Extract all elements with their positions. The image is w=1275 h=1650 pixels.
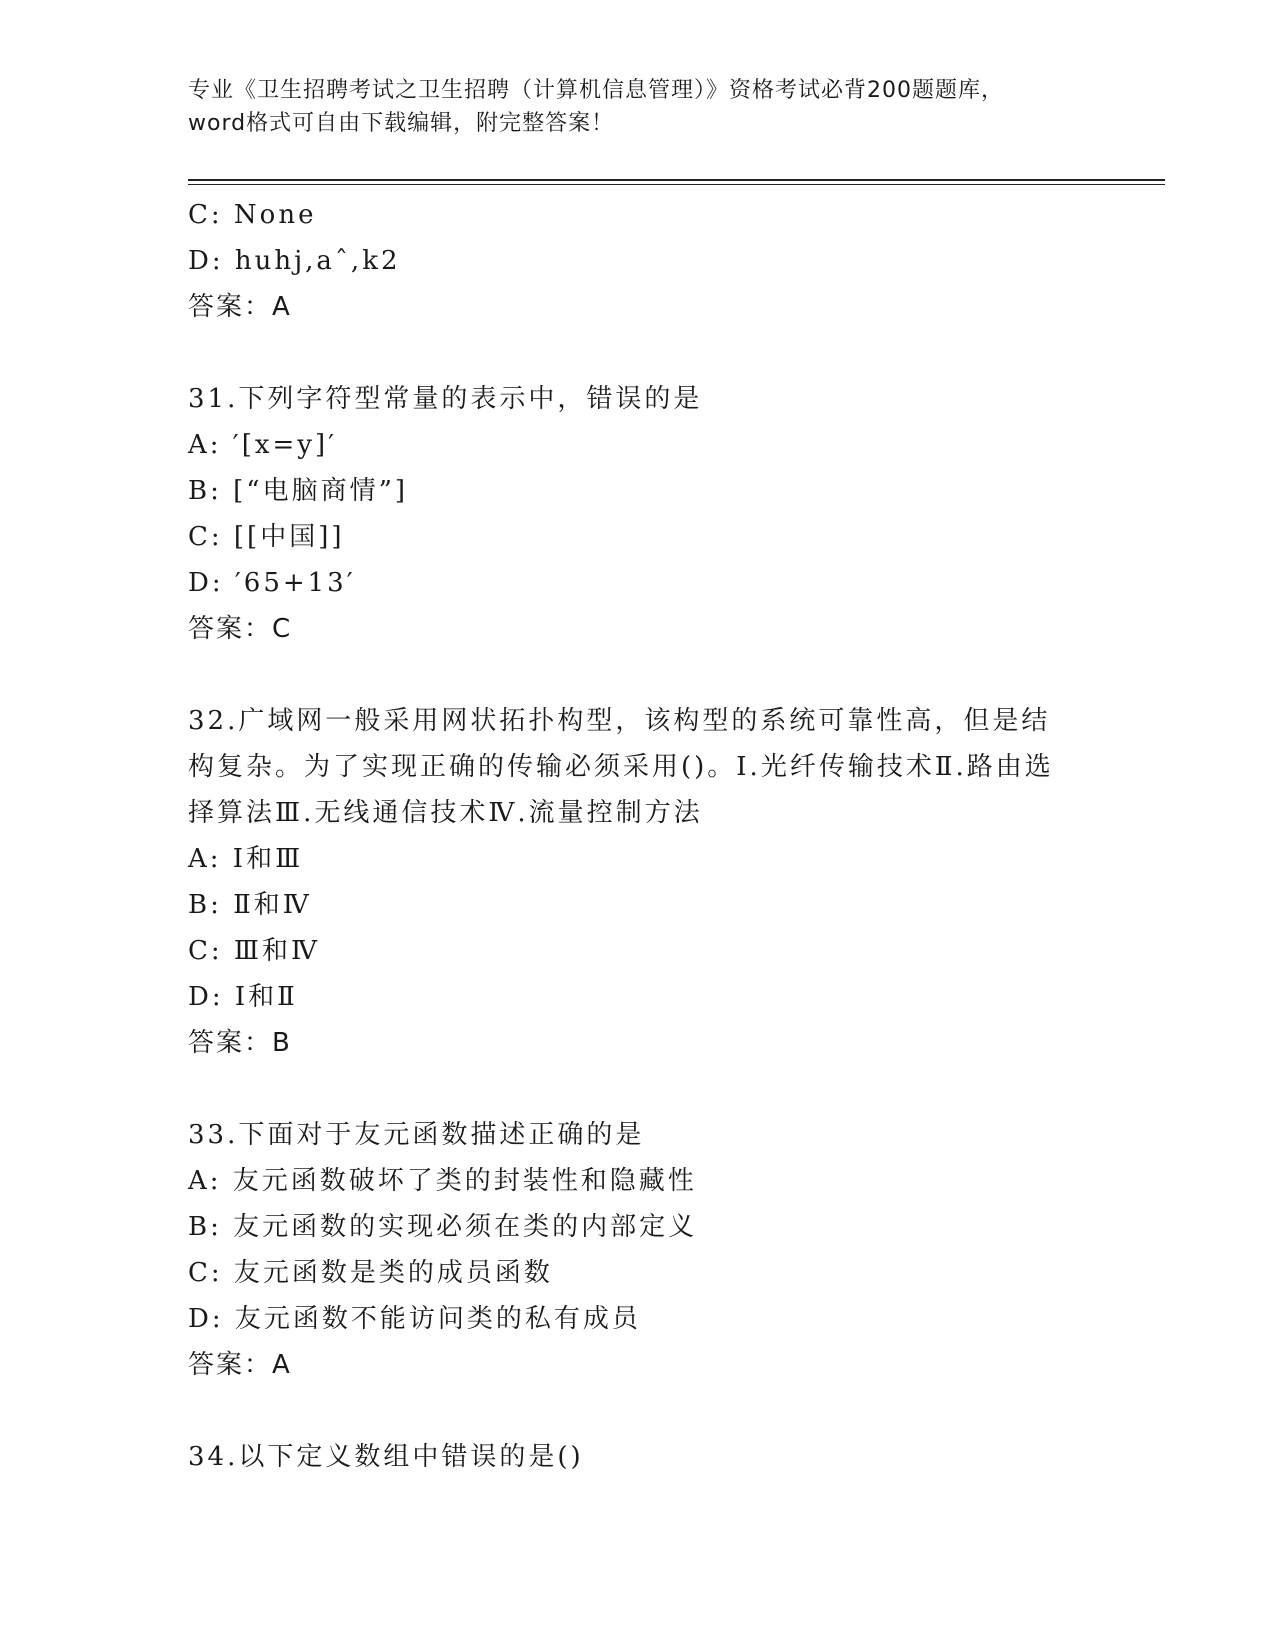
header-divider-thick: [188, 179, 1165, 181]
question-block-31: [188, 376, 1088, 652]
option-d: D: 友元函数不能访问类的私有成员: [188, 1304, 641, 1334]
option-c: C: [[中国]]: [188, 522, 345, 552]
spacer: [188, 330, 1088, 376]
option-c: C: None: [188, 200, 317, 230]
question-stem: 32.广域网一般采用网状拓扑构型，该构型的系统可靠性高，但是结构复杂。为了实现正确的传输必须采用()。Ⅰ.光纤传输技术Ⅱ.路由选择算法Ⅲ.无线通信技术Ⅳ.流量控制方法: [188, 706, 1054, 828]
header-title-line-2: word格式可自由下载编辑，附完整答案！: [188, 111, 615, 136]
option-b: B: 友元函数的实现必须在类的内部定义: [188, 1212, 698, 1242]
answer-line: 答案：B: [188, 1028, 292, 1058]
question-stem: 34.以下定义数组中错误的是(): [188, 1442, 584, 1472]
option-d: D: Ⅰ和Ⅱ: [188, 982, 298, 1012]
question-list: [188, 192, 1088, 1480]
spacer: [188, 1388, 1088, 1434]
option-c: C: 友元函数是类的成员函数: [188, 1258, 553, 1288]
answer-line: 答案：A: [188, 1350, 292, 1380]
option-c: C: Ⅲ和Ⅳ: [188, 936, 320, 966]
question-stem: 31.下列字符型常量的表示中，错误的是: [188, 384, 703, 414]
option-b: B: Ⅱ和Ⅳ: [188, 890, 312, 920]
document-header: [188, 74, 1088, 140]
header-title-line-1: 专业《卫生招聘考试之卫生招聘（计算机信息管理）》资格考试必背200题题库，: [188, 78, 1004, 103]
spacer: [188, 1066, 1088, 1112]
header-divider-thin: [188, 184, 1165, 185]
question-stem: 33.下面对于友元函数描述正确的是: [188, 1120, 645, 1150]
question-block-33: [188, 1112, 1088, 1388]
option-b: B: [“电脑商情”]: [188, 476, 409, 506]
question-block-32: [188, 698, 1088, 1066]
spacer: [188, 652, 1088, 698]
question-block-34: [188, 1434, 1088, 1480]
option-d: D: ′65+13′: [188, 568, 356, 598]
option-a: A: 友元函数破坏了类的封装性和隐藏性: [188, 1166, 697, 1196]
option-a: A: ′[x=y]′: [188, 430, 338, 460]
answer-line: 答案：C: [188, 614, 293, 644]
answer-line: 答案：A: [188, 292, 292, 322]
question-block-30: [188, 192, 1088, 330]
option-a: A: Ⅰ和Ⅲ: [188, 844, 304, 874]
option-d: D: huhj,aˆ,k2: [188, 246, 401, 276]
